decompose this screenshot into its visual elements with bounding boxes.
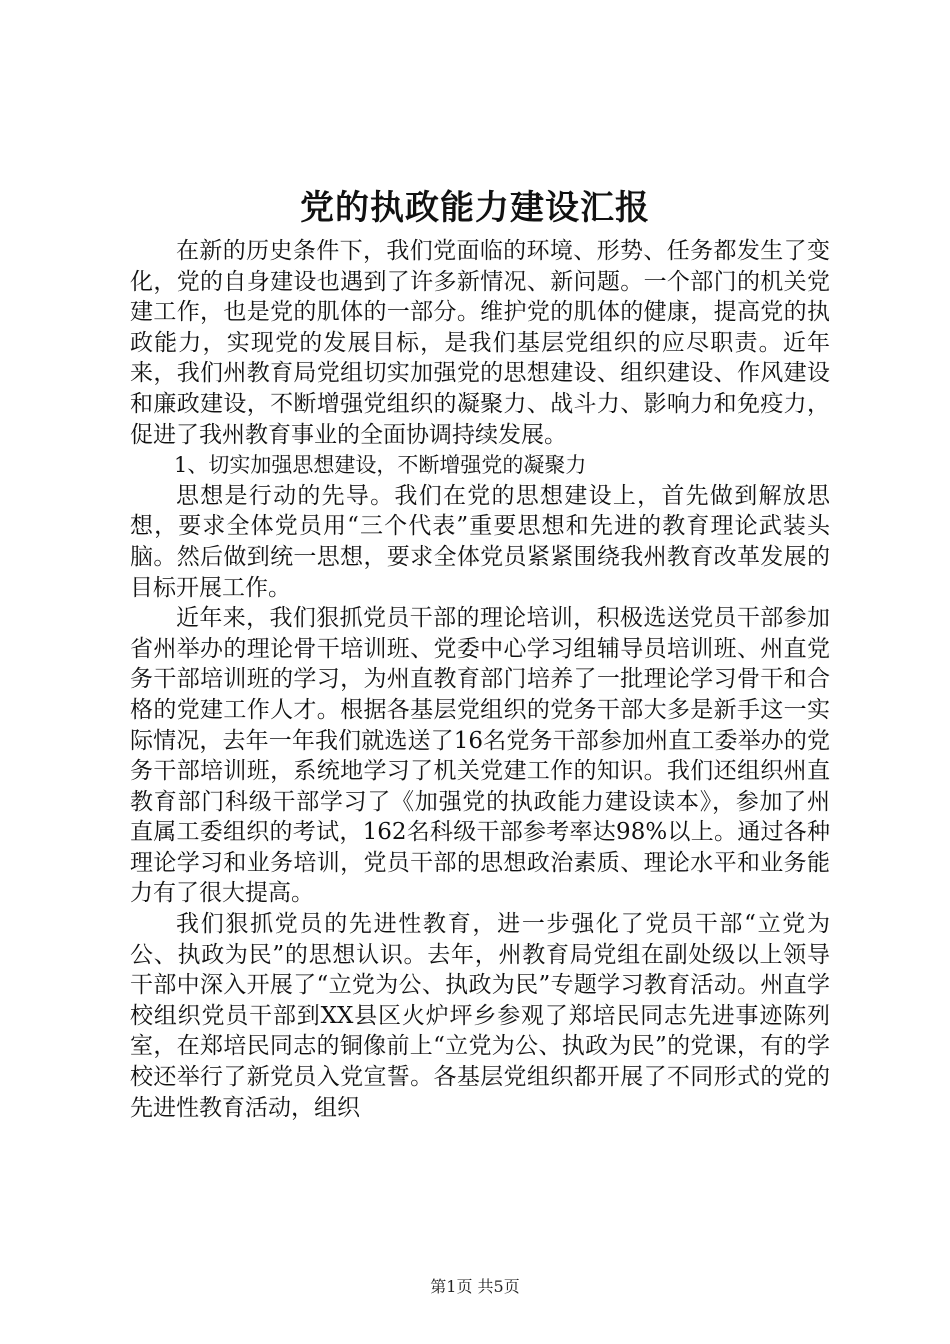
section-heading: 1、切实加强思想建设，不断增强党的凝聚力: [174, 453, 587, 478]
paragraph-training: 近年来，我们狠抓党员干部的理论培训，积极选送党员干部参加省州举办的理论骨干培训班、党委中心学习组辅导员培训班、州直党务干部培训班的学习，为州直教育部门培养了一批理论学习骨干和合格的党建工作人才。根据各基层党组织的党务干部大多是新手这一实际情况，去年一年我们就选送了16名党务干部参加州直工委举办的党务干部培训班，系统地学习了机关党建工作的知识。我们还组织州直教育部门科级干部学习了《加强党的执政能力建设读本》，参加了州直属工委组织的考试，162名科级干部参考率达98%以上。通过各种理论学习和业务培训，党员干部的思想政治素质、理论水平和业务能力有了很大提高。: [130, 605, 830, 907]
page-number-footer: 第1页 共5页: [430, 1277, 520, 1296]
paragraph-intro: 在新的历史条件下，我们党面临的环境、形势、任务都发生了变化，党的自身建设也遇到了许多新情况、新问题。一个部门的机关党建工作，也是党的肌体的一部分。维护党的肌体的健康，提高党的执政能力，实现党的发展目标，是我们基层党组织的应尽职责。近年来，我们州教育局党组切实加强党的思想建设、组织建设、作风建设和廉政建设，不断增强党组织的凝聚力、战斗力、影响力和免疫力，促进了我州教育事业的全面协调持续发展。: [130, 238, 830, 448]
document-body: [130, 236, 830, 1123]
document-title: 党的执政能力建设汇报: [300, 188, 650, 228]
paragraph-thought: 思想是行动的先导。我们在党的思想建设上，首先做到解放思想，要求全体党员用“三个代表”重要思想和先进的教育理论武装头脑。然后做到统一思想，要求全体党员紧紧围绕我州教育改革发展的目标开展工作。: [130, 482, 830, 601]
paragraph-education: 我们狠抓党员的先进性教育，进一步强化了党员干部“立党为公、执政为民”的思想认识。去年，州教育局党组在副处级以上领导干部中深入开展了“立党为公、执政为民”专题学习教育活动。州直学校组织党员干部到XX县区火炉坪乡参观了郑培民同志先进事迹陈列室，在郑培民同志的铜像前上“立党为公、执政为民”的党课，有的学校还举行了新党员入党宣誓。各基层党组织都开展了不同形式的党的先进性教育活动，组织: [130, 911, 830, 1121]
